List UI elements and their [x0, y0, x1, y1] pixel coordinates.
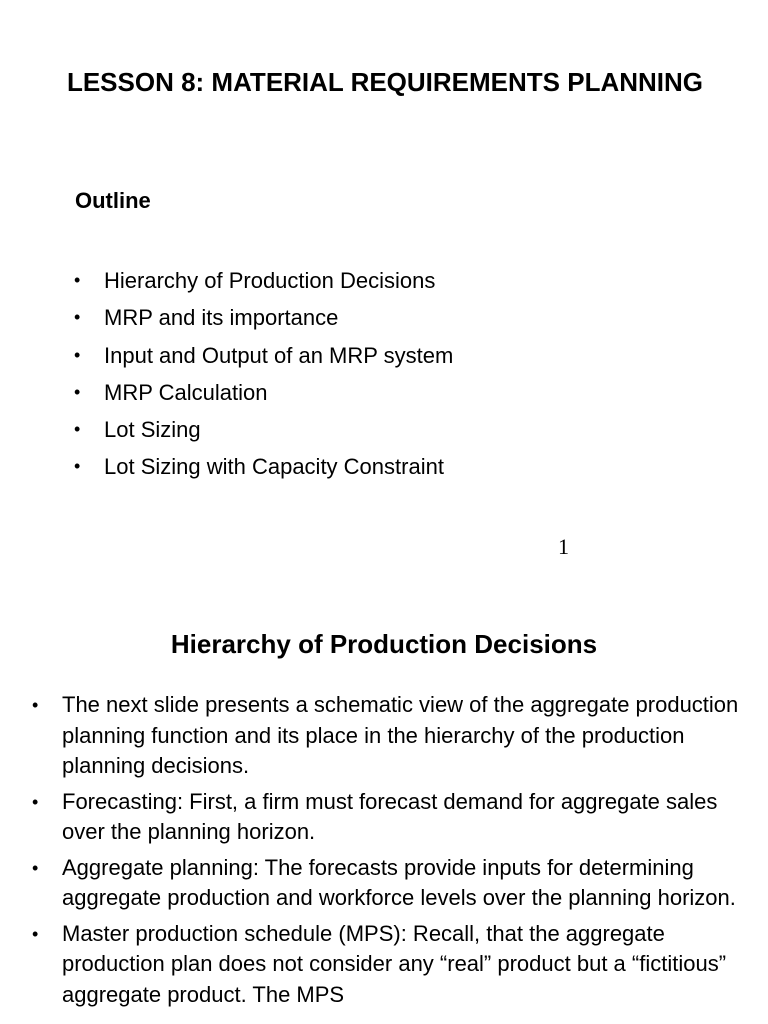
list-item — [74, 262, 453, 299]
bullet-icon: • — [74, 381, 81, 402]
slide-2 — [0, 590, 768, 1024]
list-item — [74, 374, 453, 411]
list-item — [74, 448, 453, 485]
list-item-text: Hierarchy of Production Decisions — [104, 268, 436, 293]
list-item-text: Master production schedule (MPS): Recall, that the aggregate production plan does not consider any “real” product but a “fictitious” aggregate product. The MPS — [62, 920, 727, 1007]
list-item — [74, 299, 453, 336]
list-item — [74, 411, 453, 448]
outline-heading: Outline — [75, 188, 151, 213]
list-item-text: Lot Sizing — [104, 417, 201, 443]
list-item-text: The next slide presents a schematic view of the aggregate production planning function and its place in the hierarchy of the production planning decisions. — [62, 692, 739, 778]
list-item-text: Aggregate planning: The forecasts provide inputs for determining aggregate production and workforce levels over the planning horizon. — [62, 854, 736, 910]
bullet-icon: • — [74, 456, 81, 477]
outline-list — [74, 262, 453, 486]
bullet-icon: • — [74, 270, 81, 290]
list-item — [32, 853, 744, 914]
list-item — [32, 787, 744, 848]
bullet-icon: • — [32, 857, 39, 878]
bullet-icon: • — [32, 695, 39, 715]
list-item-text: MRP and its importance — [104, 305, 339, 331]
slide-title: Hierarchy of Production Decisions — [170, 629, 598, 659]
bullet-icon: • — [74, 344, 81, 365]
list-item-text: MRP Calculation — [104, 379, 268, 405]
bullet-icon: • — [32, 923, 39, 944]
list-item-text: Forecasting: First, a firm must forecast demand for aggregate sales over the planning horizon. — [62, 788, 718, 844]
list-item-text: Input and Output of an MRP system — [104, 342, 454, 368]
page-number: 1 — [558, 534, 569, 559]
list-item — [74, 337, 453, 374]
list-item — [32, 919, 744, 1011]
bullet-icon: • — [74, 419, 81, 440]
bullet-icon: • — [32, 791, 39, 812]
slide-title: LESSON 8: MATERIAL REQUIREMENTS PLANNING — [66, 67, 704, 97]
bullet-icon: • — [74, 307, 81, 328]
list-item-text: Lot Sizing with Capacity Constraint — [104, 454, 444, 480]
content-list — [32, 690, 744, 1015]
list-item — [32, 690, 744, 782]
